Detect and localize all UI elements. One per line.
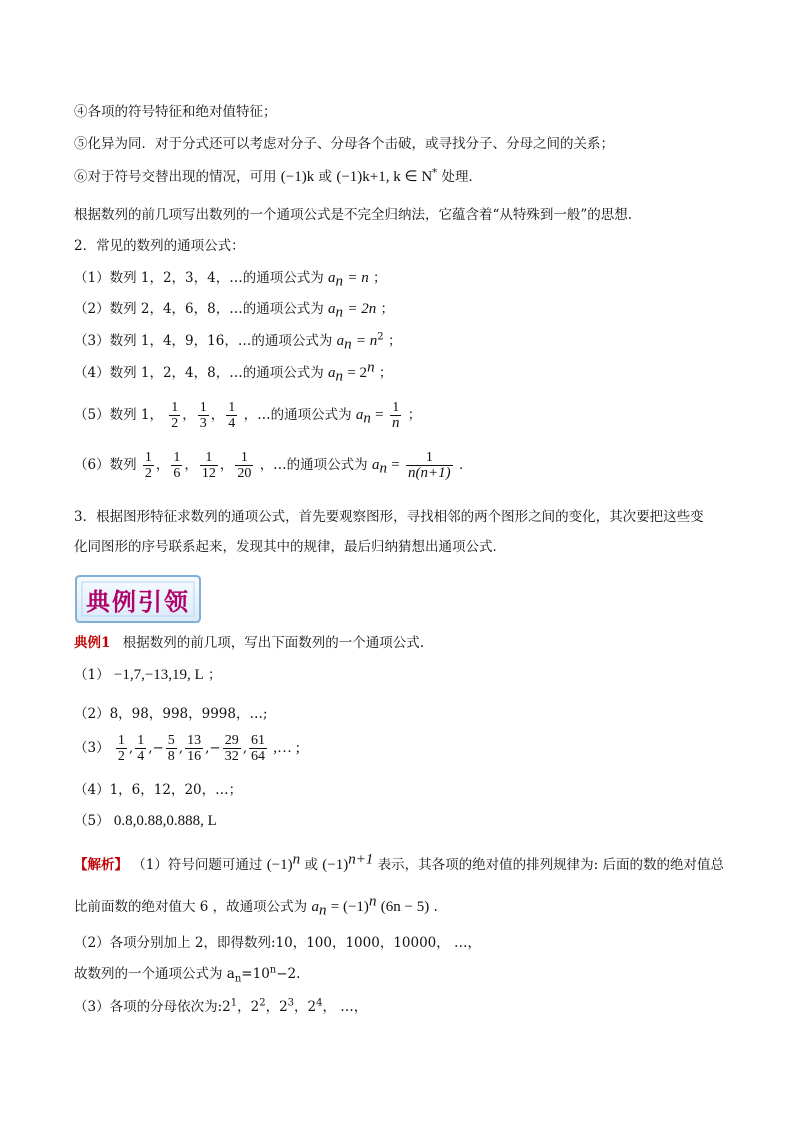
analysis-p2-cont	[74, 965, 300, 983]
formula-6-fraction-num: 1	[205, 450, 213, 465]
formula-6-end: ．	[458, 457, 473, 473]
formula-5-fraction	[198, 400, 209, 431]
q3-fraction	[135, 733, 146, 764]
formula-6-comma: ，	[184, 457, 198, 473]
formula-6-fraction-num: 1	[144, 450, 152, 465]
q5-sequence: 0.8,0.88,0.888, L	[113, 813, 217, 829]
q3-fraction-num: 29	[224, 733, 239, 748]
analysis-p3-base-4: 2	[307, 999, 317, 1015]
q3-fraction-num: 5	[167, 733, 175, 748]
formula-4-a: a	[328, 365, 336, 381]
analysis-p1-cont	[74, 893, 438, 919]
item-6-expr-1: (−1)k	[280, 169, 315, 185]
example-1-q3	[74, 731, 300, 765]
q3-end: ,… ;	[273, 740, 300, 756]
example-1-q2	[74, 705, 268, 723]
example-1-label: 典例1	[74, 635, 111, 651]
q3-fraction-num: 1	[137, 733, 145, 748]
analysis-p3-exp-2: 2	[259, 997, 266, 1009]
formula-4-end: ；	[378, 365, 393, 381]
formula-2-sub: n	[335, 304, 344, 321]
analysis-p3-a: （3）各项的分母依次为:2	[74, 999, 231, 1015]
example-1-q5	[74, 812, 217, 830]
analysis-p1-b: 表示，其各项的绝对值的排列规律为: 后面的数的绝对值总	[377, 857, 724, 873]
item-6-expr-2: (−1)k+1, k ∈ N	[336, 169, 433, 185]
analysis-p3: （3）各项的分母依次为$:2^1$，$2^2$，$2^3$，$2^4$， …，	[74, 997, 368, 1015]
q3-separator: ,	[242, 740, 247, 756]
formula-4-text: （4）数列 1，2，4，8，…的通项公式为	[74, 365, 324, 381]
formula-4-rhs: = 2	[347, 365, 368, 381]
formula-6-rhs-fraction	[406, 450, 453, 481]
q3-separator: ,−	[148, 740, 164, 756]
formula-6-fraction	[235, 450, 253, 481]
analysis-p3-base-3: 2	[279, 999, 288, 1015]
formula-4-sub: n	[335, 368, 344, 385]
formula-1-end: ；	[373, 270, 387, 286]
q3-fraction	[185, 733, 203, 764]
q1-end: ；	[208, 667, 222, 683]
example-1-prompt	[74, 634, 424, 652]
q3-fraction-den: 4	[137, 749, 145, 764]
item-5	[74, 135, 614, 153]
formula-5-fraction	[169, 400, 180, 431]
q1-label: （1）	[74, 667, 110, 683]
formula-5-fraction-den: 2	[171, 416, 179, 431]
q3-fraction	[249, 733, 267, 764]
formula-4	[74, 359, 393, 385]
analysis-p3-exp-4: 4	[316, 997, 323, 1009]
item-4-text: ④各项的符号特征和绝对值特征；	[74, 104, 277, 120]
q3-fraction-num: 13	[187, 733, 202, 748]
analysis-p1-c: 比前面数的绝对值大 6 ，故通项公式为	[74, 899, 308, 915]
q3-fraction-num: 1	[117, 733, 125, 748]
analysis-p2-b: 故数列的一个通项公式为 a	[74, 966, 235, 982]
formula-3-a: a	[336, 333, 345, 349]
formula-2-rhs: = 2n	[347, 301, 377, 317]
formula-5-a: a	[355, 407, 364, 423]
q1-sequence: −1,7,−13,19, L	[113, 667, 204, 683]
formula-5-fractions	[167, 400, 239, 431]
formula-6-fraction-den: 12	[201, 466, 216, 481]
q3-fraction-den: 2	[117, 749, 125, 764]
analysis-p2-tail: −2.	[276, 966, 301, 982]
analysis-p2-sub: n	[234, 973, 242, 985]
formula-5-rhs-den: n	[391, 415, 400, 431]
graph-method-line-1	[74, 508, 704, 526]
analysis-formula-exp: n	[368, 893, 377, 910]
formula-5-comma: ，	[182, 407, 196, 423]
q5-label: （5）	[74, 813, 110, 829]
analysis-p3-exp-3: 3	[287, 997, 295, 1009]
q3-fraction-num: 61	[251, 733, 265, 748]
analysis-formula: = (−1)	[330, 899, 369, 915]
item-6-prefix: ⑥对于符号交替出现的情况，可用	[74, 169, 277, 185]
formula-3-end: ；	[387, 333, 402, 349]
analysis-p3-base-2: 2	[250, 999, 260, 1015]
item-6-suffix: 处理．	[441, 169, 482, 185]
formula-5-fraction	[226, 400, 237, 431]
formula-1-rhs: = n	[347, 270, 369, 286]
formula-5-fraction-num: 1	[199, 400, 207, 415]
analysis-expr-2: (−1)	[322, 857, 349, 873]
q3-label: （3）	[74, 740, 110, 756]
analysis-p1	[74, 851, 724, 874]
analysis-exp-1: n	[292, 851, 301, 868]
formula-2	[74, 300, 395, 321]
q2-text: （2）8，98，998，9998，…;	[74, 706, 268, 722]
analysis-p2-a: （2）各项分别加上 2，即得数列:10，100，1000，10000， …，	[74, 935, 482, 951]
analysis-p2-eq: =10	[241, 966, 270, 982]
formula-6-fraction-num: 1	[240, 450, 248, 465]
analysis-a: a	[311, 899, 319, 915]
formula-1-sub: n	[335, 273, 344, 290]
formula-6-fraction	[171, 450, 182, 481]
induction-note	[74, 206, 632, 224]
formula-6-suffix: ，…的通项公式为	[259, 457, 368, 473]
item-6-star: *	[432, 167, 438, 179]
formula-5: （5）数列 1， $\frac{1}{2}$ ， $\frac{1}{3}$ ， $\frac{1}{4}$ ，…的通项公式为 $a_n$ = $\frac{1}{n}$ ；	[74, 400, 422, 431]
q3-separator: ,	[128, 740, 134, 756]
example-banner	[72, 570, 204, 628]
q3-fraction	[116, 733, 127, 764]
analysis-a-sub: n	[318, 902, 327, 919]
formula-5-rhs-fraction	[390, 400, 402, 431]
q3-fraction	[166, 733, 177, 764]
q3-fraction-den: 8	[167, 749, 175, 764]
formula-5-fraction-num: 1	[228, 400, 236, 415]
graph-method-text-1: 3．根据图形特征求数列的通项公式，首先要观察图形，寻找相邻的两个图形之间的变化，其次要把这些变	[74, 509, 704, 525]
formula-6-fraction	[143, 450, 154, 481]
formula-5-fraction-den: 4	[228, 416, 236, 431]
formula-6-comma: ，	[219, 457, 234, 473]
formula-3-rhs: = n	[355, 333, 378, 349]
formula-6-sub: n	[379, 460, 387, 477]
formula-6-fraction-num: 1	[173, 450, 181, 465]
analysis-p2	[74, 934, 481, 952]
formula-5-end: ；	[407, 407, 422, 423]
item-6-or: 或	[318, 169, 333, 185]
formula-6-fraction-den: 2	[144, 466, 152, 481]
example-1-q1	[74, 666, 222, 684]
analysis-p1-end: .	[433, 899, 438, 915]
formula-5-comma: ，	[210, 407, 225, 423]
formula-6: （6）数列 $\frac{1}{2}$ ， $\frac{1}{6}$ ， $\frac{1}{12}$ ， $\frac{1}{20}$ ，…的通项公式为 $a_n$ = $\frac{1}{n(n+1)}$ ．	[74, 450, 473, 481]
q3-fractions	[114, 733, 269, 764]
formula-6-rhs-den: n(n+1)	[408, 465, 451, 481]
formula-5-fraction-den: 3	[199, 416, 207, 431]
q3-fraction-den: 32	[224, 749, 239, 764]
graph-method-text-2: 化同图形的序号联系起来，发现其中的规律，最后归纳猜想出通项公式．	[74, 539, 506, 555]
formula-5-rhs-num: 1	[392, 400, 400, 415]
formula-6-prefix: （6）数列	[74, 457, 137, 473]
q3-fraction-den: 64	[251, 749, 265, 764]
formula-4-exp: n	[367, 359, 375, 376]
q3-fraction	[223, 733, 241, 764]
analysis-p2-exp: n	[269, 964, 277, 976]
formula-2-end: ；	[380, 301, 395, 317]
formula-6-fraction-den: 20	[237, 466, 252, 481]
item-5-text: ⑤化异为同．对于分式还可以考虑对分子、分母各个击破，或寻找分子、分母之间的关系；	[74, 136, 614, 152]
q3-fraction-den: 16	[187, 749, 202, 764]
formula-1-text: （1）数列 1，2，3，4，…的通项公式为	[74, 270, 324, 286]
analysis-formula-tail: (6n − 5)	[380, 899, 430, 915]
formula-5-sub: n	[363, 410, 371, 427]
formula-1-a: a	[328, 270, 336, 286]
formula-5-suffix: ，…的通项公式为	[243, 407, 352, 423]
q4-text: （4）1，6，12，20，…；	[74, 782, 243, 798]
analysis-label: 【解析】	[74, 857, 128, 873]
formula-6-a: a	[371, 457, 380, 473]
common-formulas-heading	[74, 237, 245, 255]
item-6	[74, 168, 482, 186]
formula-6-fraction-den: 6	[173, 466, 181, 481]
formula-2-text: （2）数列 2，4，6，8，…的通项公式为	[74, 301, 324, 317]
item-4	[74, 103, 277, 121]
formula-3: （3）数列 1，4，9，16，…的通项公式为 $a_n = n^2$ ；	[74, 331, 402, 353]
q3-separator: ,−	[205, 740, 221, 756]
analysis-exp-2: n+1	[348, 851, 374, 868]
common-formulas-heading-text: 2．常见的数列的通项公式：	[74, 238, 245, 254]
induction-note-text: 根据数列的前几项写出数列的一个通项公式是不完全归纳法，它蕴含着“从特殊到一般”的思想.	[74, 207, 633, 223]
formula-6-fractions	[141, 450, 256, 481]
formula-5-fraction-num: 1	[171, 400, 179, 415]
example-1-q4	[74, 781, 242, 799]
formula-5-prefix: （5）数列 1，	[74, 407, 163, 423]
formula-6-fraction	[200, 450, 218, 481]
example-1-prompt-text: 根据数列的前几项，写出下面数列的一个通项公式.	[122, 635, 424, 651]
analysis-expr-1: (−1)	[266, 857, 293, 873]
analysis-p3-tail: ， …，	[322, 999, 368, 1015]
graph-method-line-2	[74, 538, 506, 556]
q3-separator: ,	[178, 740, 184, 756]
analysis-or: 或	[304, 857, 318, 873]
formula-3-sub: n	[344, 336, 352, 353]
formula-3-text: （3）数列 1，4，9，16，…的通项公式为	[74, 333, 333, 349]
banner-title: 典例引领	[86, 587, 190, 616]
formula-6-comma: ，	[155, 457, 170, 473]
formula-6-rhs-num: 1	[425, 450, 433, 465]
formula-1	[74, 269, 387, 290]
analysis-p1-a: （1）符号问题可通过	[132, 857, 263, 873]
formula-2-a: a	[328, 301, 336, 317]
